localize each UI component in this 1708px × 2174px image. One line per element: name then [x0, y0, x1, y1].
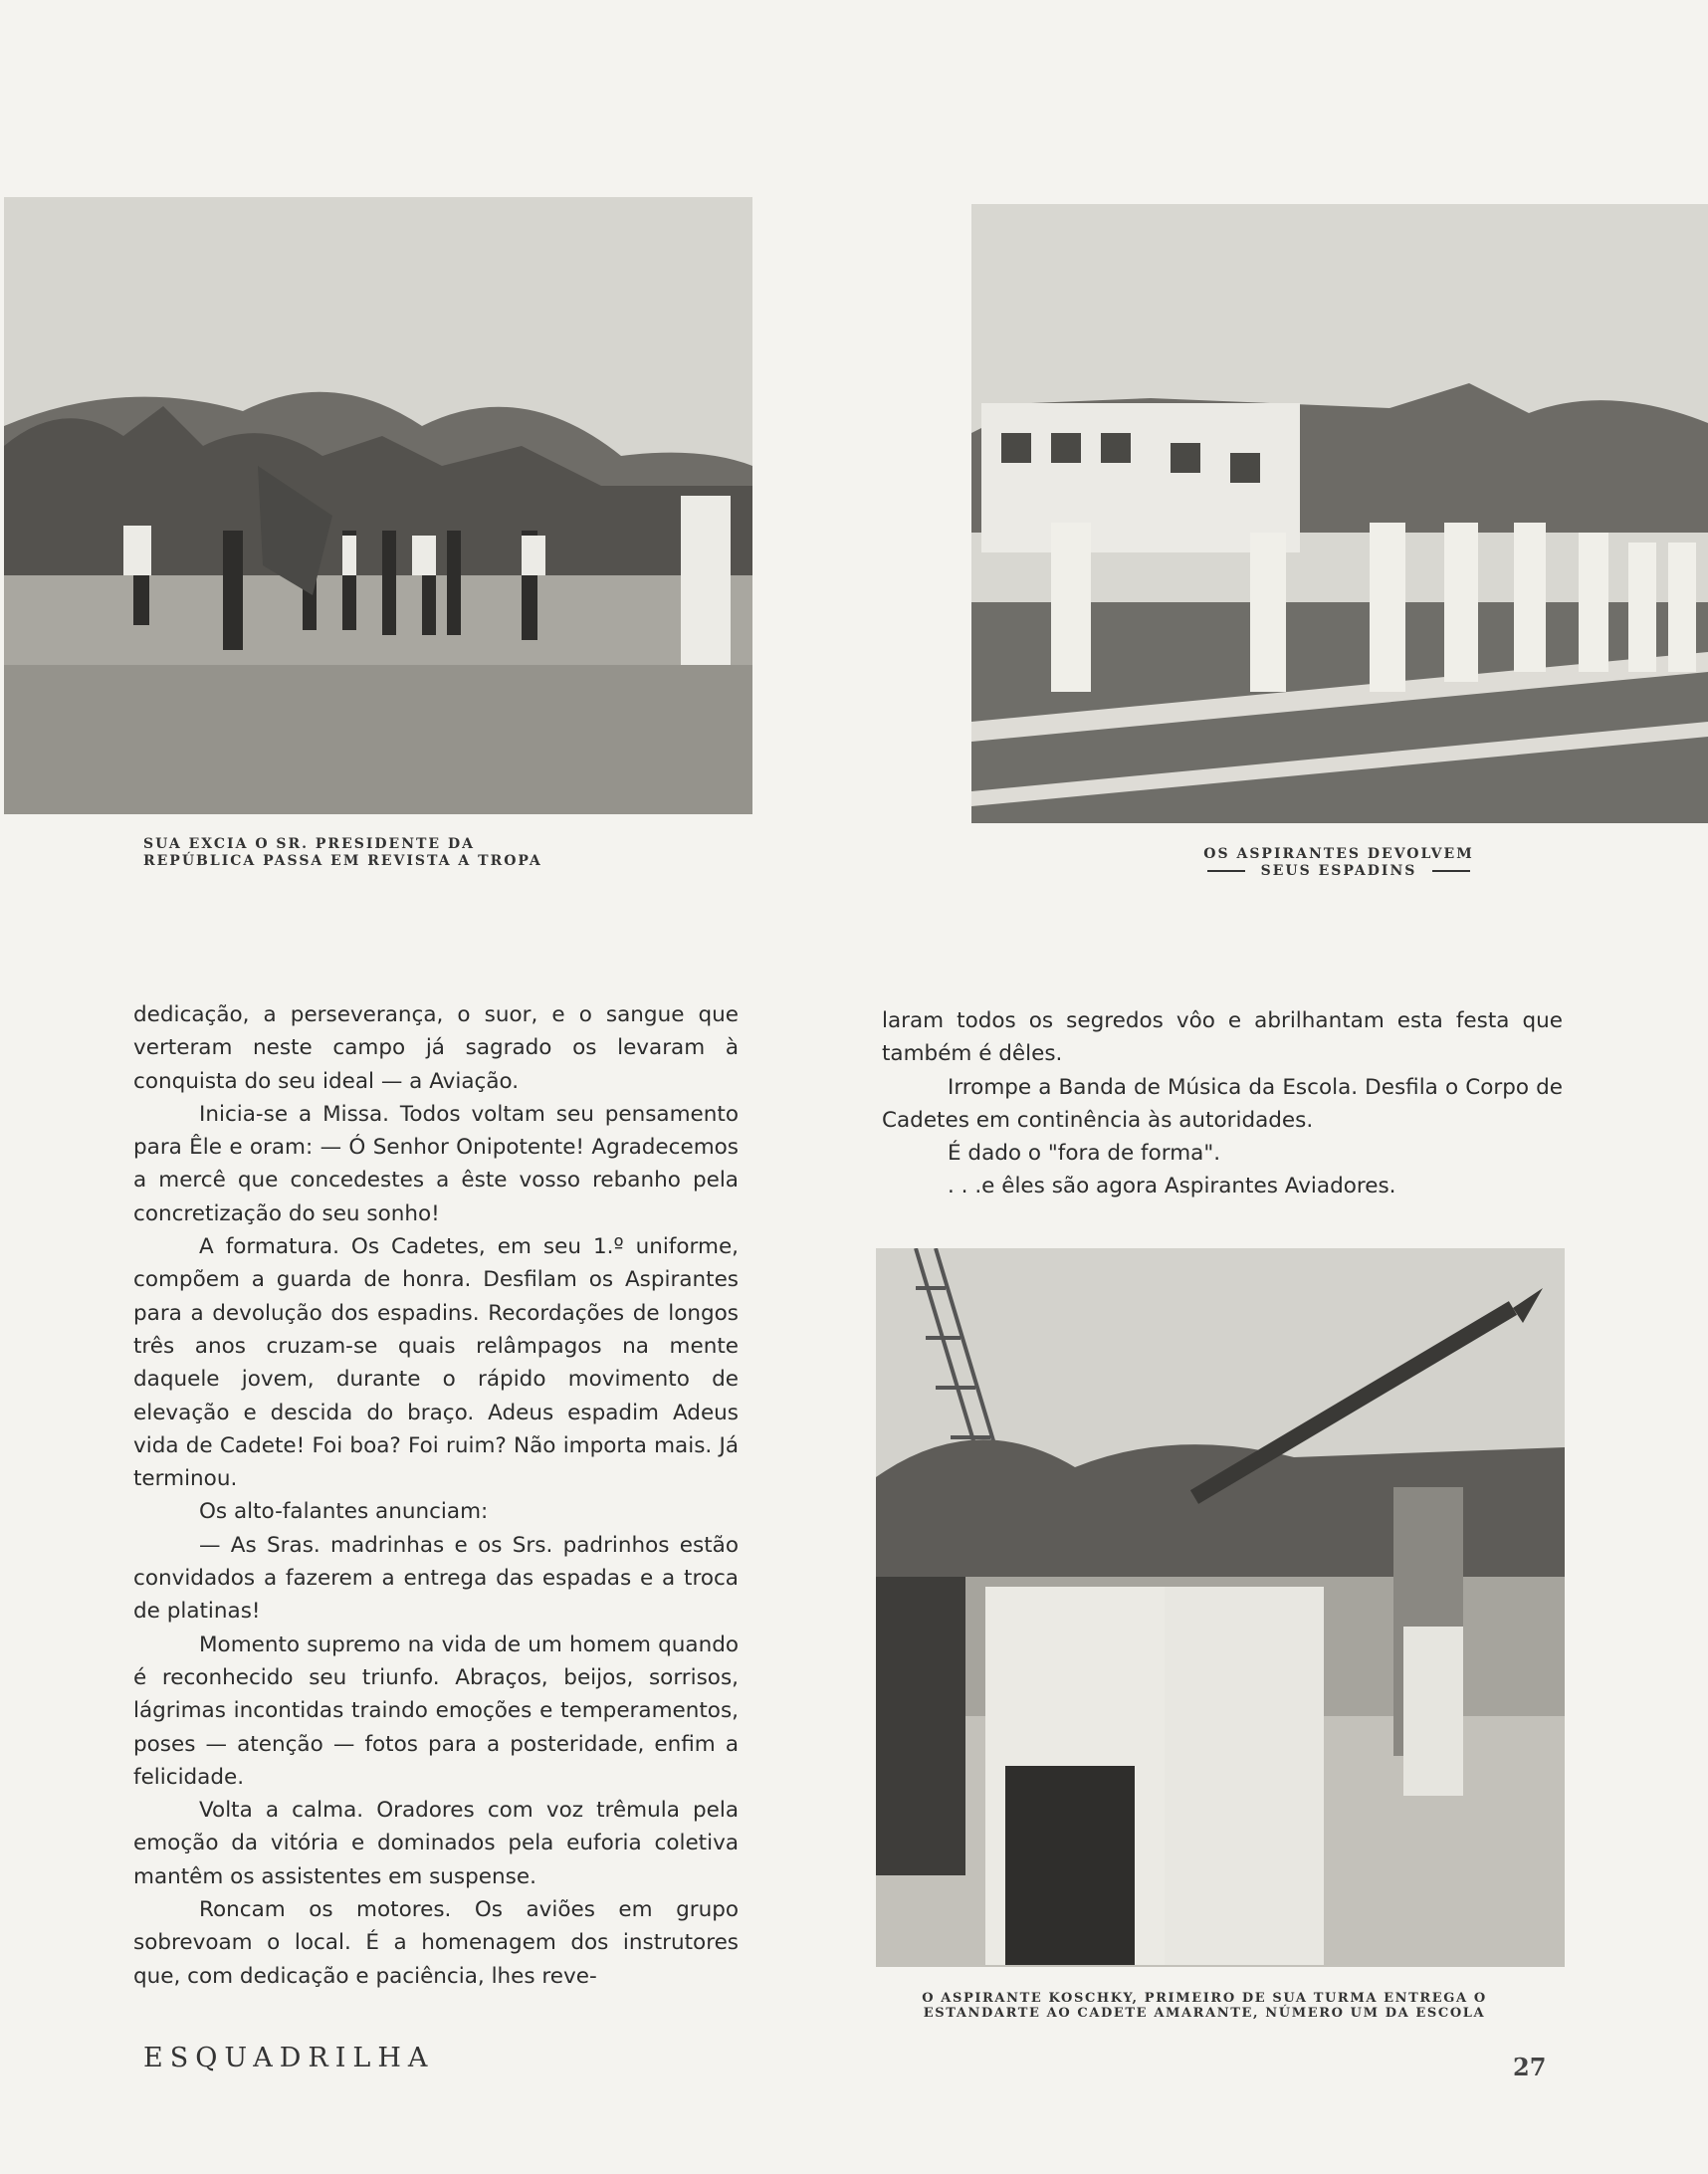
photo-president-review — [4, 197, 752, 814]
paragraph: É dado o "fora de forma". — [948, 1141, 1221, 1167]
caption-line-1: O ASPIRANTE KOSCHKY, PRIMEIRO DE SUA TURMA ENTREGA O — [922, 1991, 1487, 2006]
caption-line-2: ESTANDARTE AO CADETE AMARANTE, NÚMERO UM DA ESCOLA — [923, 2006, 1486, 2021]
paragraph: laram todos os segredos vôo e abrilhantam esta festa que também é dêles. — [882, 1008, 1563, 1067]
paragraph: Os alto-falantes anunciam: — [199, 1499, 489, 1525]
page-number: 27 — [1513, 2053, 1547, 2081]
caption-dash-right — [1432, 870, 1470, 872]
photo-aspirants-return-swords-image — [971, 204, 1708, 823]
photo-standard-handover — [876, 1248, 1565, 1967]
paragraph: A formatura. Os Cadetes, em seu 1.º uniforme, compõem a guarda de honra. Desfilam os Aspirantes para a devolução dos espadins. Recordações de longos três anos cruzam-se quais relâmpagos na mente daquele jovem, durante o rápido movimento de elevação e descida do braço. Adeus espadim Adeus vida de Cadete! Foi boa? Foi ruim? Não importa mais. Já terminou. — [133, 1234, 739, 1492]
caption-line-2-row — [1174, 863, 1503, 880]
caption-line-2: SEUS ESPADINS — [1260, 863, 1417, 879]
paragraph: Momento supremo na vida de um homem quando é reconhecido seu triunfo. Abraços, beijos, sorrisos, lágrimas incontidas traindo emoções e temperamentos, poses — atenção — fotos para a posteridade, enfim a felicidade. — [133, 1631, 739, 1790]
paragraph: — As Sras. madrinhas e os Srs. padrinhos estão convidados a fazerem a entrega das espadas e a troca de platinas! — [133, 1532, 739, 1625]
paragraph: Roncam os motores. Os aviões em grupo sobrevoam o local. É a homenagem dos instrutores que, com dedicação e paciência, lhes reve- — [133, 1897, 739, 1989]
paragraph: Inicia-se a Missa. Todos voltam seu pensamento para Êle e oram: — Ó Senhor Onipotente! Agradecemos a mercê que concedestes a êste vosso rebanho pela concretização do seu sonho! — [133, 1101, 739, 1226]
magazine-name: ESQUADRILHA — [143, 2043, 435, 2073]
photo-aspirants-return-swords — [971, 204, 1708, 823]
paragraph: . . .e êles são agora Aspirantes Aviadores. — [948, 1174, 1396, 1199]
caption-line-1: OS ASPIRANTES DEVOLVEM — [1203, 846, 1474, 862]
caption-aspirants-return-swords — [1174, 846, 1503, 880]
photo-standard-handover-image — [876, 1248, 1565, 1967]
caption-dash-left — [1207, 870, 1245, 872]
photo-president-review-image — [4, 197, 752, 814]
paragraph: Volta a calma. Oradores com voz trêmula pela emoção da vitória e dominados pela euforia coletiva mantêm os assistentes em suspense. — [133, 1798, 739, 1889]
paragraph: dedicação, a perseverança, o suor, e o sangue que verteram neste campo já sagrado os levaram à conquista do seu ideal — a Aviação. — [133, 1002, 739, 1094]
article-right-column — [882, 1004, 1563, 1203]
caption-president-review: SUA EXCIA O SR. PRESIDENTE DA REPÚBLICA PASSA EM REVISTA A TROPA — [143, 836, 542, 869]
caption-standard-handover — [856, 1991, 1553, 2021]
paragraph: Irrompe a Banda de Música da Escola. Desfila o Corpo de Cadetes em continência às autoridades. — [882, 1074, 1563, 1133]
article-left-column — [133, 998, 739, 1993]
